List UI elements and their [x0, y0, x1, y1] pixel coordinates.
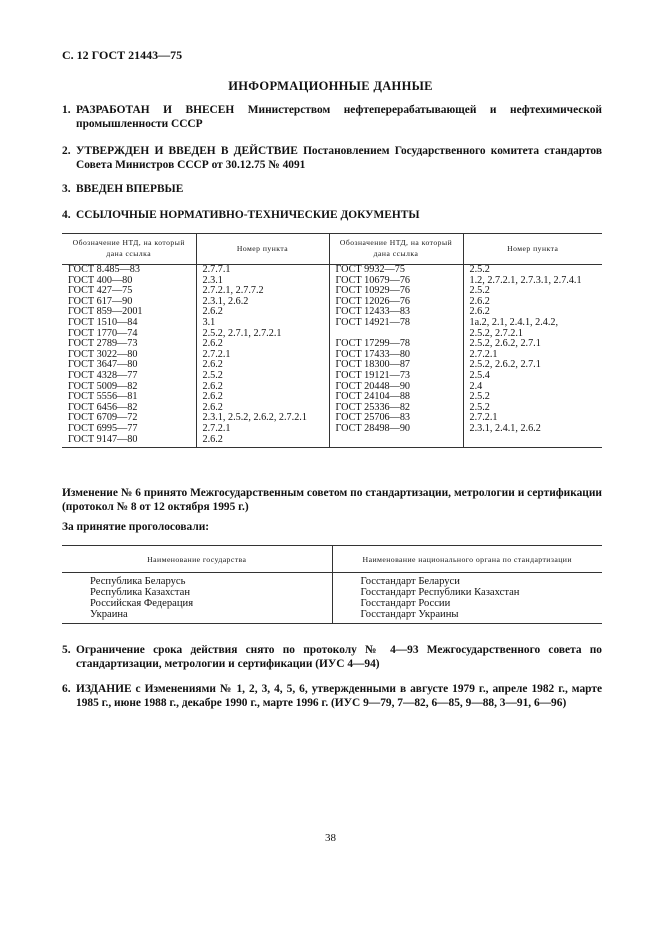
- table-row: [62, 392, 602, 403]
- ntd-designation-cell: ГОСТ 1510—84: [62, 318, 196, 329]
- ntd-designation-cell: ГОСТ 12026—76: [329, 297, 463, 308]
- ntd-designation-cell: ГОСТ 400—80: [62, 276, 196, 287]
- clause-number-cell: [463, 435, 602, 448]
- table-row: [62, 339, 602, 350]
- info-item-3: [62, 182, 602, 196]
- clause-number-cell: 2.5.4: [469, 369, 490, 381]
- clause-number-cell: 2.7.2.1, 2.7.7.2: [196, 286, 329, 297]
- table-row: [62, 435, 602, 448]
- state-cell: Украина: [62, 609, 332, 624]
- clause-number-cell: 2.6.2: [469, 295, 490, 307]
- ntd-designation-cell: ГОСТ 5556—81: [62, 392, 196, 403]
- clause-number-cell: 2.7.2.1: [196, 350, 329, 361]
- ntd-designation-cell: ГОСТ 5009—82: [62, 382, 196, 393]
- change-note: Изменение № 6 принято Межгосударственным советом по стандартизации, метрологии и сертификации (протокол № 8 от 12 октября 1995 г.): [62, 487, 602, 513]
- clause-number-cell: 2.7.2.1: [469, 412, 498, 424]
- ntd-designation-cell: ГОСТ 19121—73: [329, 371, 463, 382]
- ntd-designation-cell: ГОСТ 427—75: [62, 286, 196, 297]
- table-row: [62, 286, 602, 297]
- clause-number-cell: 2.4: [469, 380, 483, 392]
- col-header-standards-body: Наименование национального органа по стандартизации: [332, 546, 602, 573]
- info-item-2: [62, 144, 602, 172]
- table-row: [62, 609, 602, 624]
- info-item-1: [62, 103, 602, 131]
- table-row: [62, 360, 602, 371]
- table-row: [62, 598, 602, 609]
- ntd-designation-cell: ГОСТ 3022—80: [62, 350, 196, 361]
- item-number: 4.: [62, 209, 71, 221]
- votes-table: [62, 545, 602, 624]
- ntd-designation-cell: ГОСТ 14921—78: [329, 318, 463, 329]
- clause-number-cell: 2.7.7.1: [196, 265, 329, 276]
- ntd-designation-cell: ГОСТ 10929—76: [329, 286, 463, 297]
- ntd-designation-cell: ГОСТ 17299—78: [329, 339, 463, 350]
- voted-label: За принятие проголосовали:: [62, 521, 210, 533]
- ntd-designation-cell: ГОСТ 4328—77: [62, 371, 196, 382]
- state-cell: Российская Федерация: [62, 598, 332, 609]
- ntd-designation-cell: ГОСТ 6709—72: [62, 413, 196, 424]
- info-item-5: [62, 643, 602, 671]
- clause-number-cell: 2.7.2.1: [196, 424, 329, 435]
- table-row: [62, 424, 602, 435]
- table-row: [62, 265, 602, 276]
- clause-number-cell: 2.6.2: [196, 339, 329, 350]
- ntd-designation-cell: ГОСТ 3647—80: [62, 360, 196, 371]
- ntd-designation-cell: ГОСТ 8.485—83: [62, 265, 196, 276]
- col-header-ntd: Обозначение НТД, на который дана ссылка: [329, 234, 463, 265]
- clause-number-cell: 2.6.2: [196, 382, 329, 393]
- table-header-row: [62, 234, 602, 265]
- clause-number-cell: 2.5.2, 2.6.2, 2.7.1: [469, 359, 541, 371]
- clause-number-cell: 2.5.2: [196, 371, 329, 382]
- ntd-designation-cell: ГОСТ 25706—83: [329, 413, 463, 424]
- section-title: ИНФОРМАЦИОННЫЕ ДАННЫЕ: [228, 79, 433, 93]
- item-number: 6.: [62, 683, 71, 695]
- ntd-designation-cell: ГОСТ 10679—76: [329, 276, 463, 287]
- ntd-designation-cell: ГОСТ 28498—90: [329, 424, 463, 435]
- votes-table-body: [62, 573, 602, 624]
- item-lead: ССЫЛОЧНЫЕ НОРМАТИВНО-ТЕХНИЧЕСКИЕ ДОКУМЕНТЫ: [76, 209, 420, 221]
- clause-number-cell: 2.5.2: [469, 391, 490, 403]
- table-row: [62, 318, 602, 329]
- col-header-clause: Номер пункта: [463, 234, 602, 265]
- table-row: [62, 403, 602, 414]
- clause-number-cell: 2.6.2: [469, 306, 490, 318]
- table-header-row: [62, 546, 602, 573]
- standards-body-cell: Госстандарт Республики Казахстан: [360, 587, 520, 598]
- clause-number-cell: 2.5.2, 2.7.2.1: [469, 327, 523, 339]
- clause-number-cell: 2.3.1: [196, 276, 329, 287]
- state-cell: Республика Казахстан: [62, 587, 332, 598]
- clause-number-cell: 2.3.1, 2.6.2: [196, 297, 329, 308]
- ntd-designation-cell: ГОСТ 617—90: [62, 297, 196, 308]
- col-header-state: Наименование государства: [62, 546, 332, 573]
- table-row: [62, 573, 602, 588]
- clause-number-cell: 2.7.2.1: [469, 348, 498, 360]
- ntd-designation-cell: [329, 435, 463, 448]
- clause-number-cell: 3.1: [196, 318, 329, 329]
- clause-number-cell: 2.6.2: [196, 392, 329, 403]
- table-row: [62, 297, 602, 308]
- running-header: С. 12 ГОСТ 21443—75: [62, 48, 183, 62]
- item-lead: УТВЕРЖДЕН И ВВЕДЕН В ДЕЙСТВИЕ: [76, 145, 298, 157]
- table-row: [62, 371, 602, 382]
- standards-body-cell: Госстандарт Беларуси: [360, 576, 460, 587]
- info-item-6: [62, 682, 602, 710]
- ntd-designation-cell: ГОСТ 24104—88: [329, 392, 463, 403]
- clause-number-cell: 2.6.2: [196, 403, 329, 414]
- item-text: Министерством нефтеперерабатывающей и нефтехимической промышленности СССР: [76, 104, 602, 130]
- item-lead: ВВЕДЕН ВПЕРВЫЕ: [76, 183, 184, 195]
- clause-number-cell: 2.6.2: [196, 360, 329, 371]
- clause-number-cell: 2.5.2, 2.6.2, 2.7.1: [469, 338, 541, 350]
- ntd-designation-cell: ГОСТ 20448—90: [329, 382, 463, 393]
- reference-documents-table: [62, 233, 602, 448]
- info-item-4: [62, 208, 602, 222]
- item-text: Постановлением Государственного комитета стандартов Совета Министров СССР от 30.12.75 № 4091: [76, 145, 602, 171]
- ntd-designation-cell: ГОСТ 2789—73: [62, 339, 196, 350]
- item-number: 5.: [62, 644, 71, 656]
- standards-body-cell: Госстандарт Украины: [360, 609, 459, 620]
- clause-number-cell: 2.6.2: [196, 307, 329, 318]
- table-row: [62, 587, 602, 598]
- ntd-designation-cell: ГОСТ 859—2001: [62, 307, 196, 318]
- ntd-designation-cell: ГОСТ 17433—80: [329, 350, 463, 361]
- clause-number-cell: 1а.2, 2.1, 2.4.1, 2.4.2,: [469, 316, 559, 328]
- item-text: Ограничение срока действия снято по протоколу № 4—93 Межгосударственного совета по стандартизации, метрологии и сертификации (ИУС 4—94): [76, 644, 602, 670]
- ntd-designation-cell: ГОСТ 12433—83: [329, 307, 463, 318]
- col-header-clause: Номер пункта: [196, 234, 329, 265]
- clause-number-cell: 2.6.2: [196, 435, 329, 448]
- item-lead: РАЗРАБОТАН И ВНЕСЕН: [76, 104, 235, 116]
- clause-number-cell: 2.5.2: [469, 401, 490, 413]
- page-number: 38: [325, 832, 336, 844]
- item-number: 2.: [62, 145, 71, 157]
- item-number: 3.: [62, 183, 71, 195]
- table-row: [62, 382, 602, 393]
- ntd-designation-cell: ГОСТ 6456—82: [62, 403, 196, 414]
- item-number: 1.: [62, 104, 71, 116]
- reference-table-body: [62, 265, 602, 448]
- ntd-designation-cell: ГОСТ 18300—87: [329, 360, 463, 371]
- ntd-designation-cell: ГОСТ 9932—75: [329, 265, 463, 276]
- clause-number-cell: 2.3.1, 2.4.1, 2.6.2: [469, 422, 541, 434]
- clause-number-cell: 1.2, 2.7.2.1, 2.7.3.1, 2.7.4.1: [469, 274, 582, 286]
- col-header-ntd: Обозначение НТД, на который дана ссылка: [62, 234, 196, 265]
- clause-number-cell: 2.5.2: [469, 285, 490, 297]
- ntd-designation-cell: ГОСТ 25336—82: [329, 403, 463, 414]
- ntd-designation-cell: ГОСТ 1770—74: [62, 329, 196, 340]
- clause-number-cell: 2.5.2, 2.7.1, 2.7.2.1: [196, 329, 329, 340]
- ntd-designation-cell: ГОСТ 6995—77: [62, 424, 196, 435]
- ntd-designation-cell: ГОСТ 9147—80: [62, 435, 196, 448]
- clause-number-cell: 2.5.2: [469, 264, 490, 275]
- clause-number-cell: 2.3.1, 2.5.2, 2.6.2, 2.7.2.1: [196, 413, 329, 424]
- standards-body-cell: Госстандарт России: [360, 598, 451, 609]
- table-row: [62, 276, 602, 287]
- state-cell: Республика Беларусь: [62, 573, 332, 588]
- item-text: ИЗДАНИЕ с Изменениями № 1, 2, 3, 4, 5, 6, утвержденными в августе 1979 г., апреле 1982 г., марте 1985 г., июне 1988 г., декабре 1990 г., марте 1996 г. (ИУС 9—79, 7—82, 6—85, 9—88, 3—91, 6—96): [76, 683, 602, 709]
